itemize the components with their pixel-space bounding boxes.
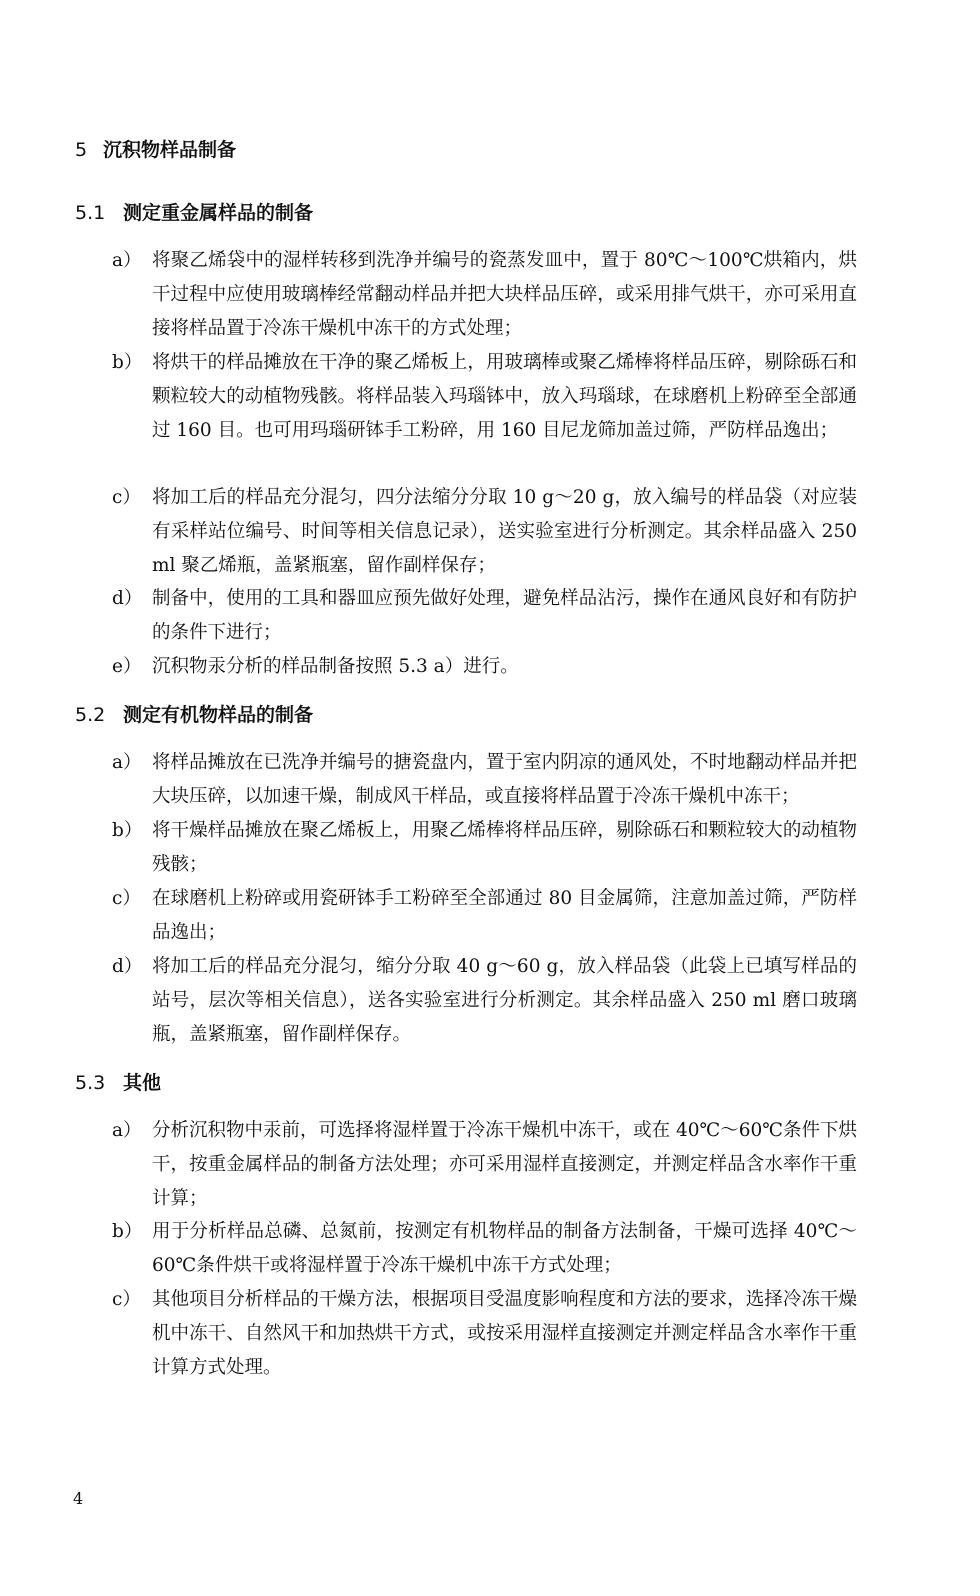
list-item — [112, 244, 857, 346]
list-item — [112, 346, 857, 448]
section-heading — [75, 138, 236, 162]
list-item — [112, 481, 857, 583]
list-item — [112, 882, 857, 950]
list-item — [112, 950, 857, 1052]
list-item-marker: a） — [112, 250, 142, 271]
subsection-heading-5-2 — [75, 703, 313, 727]
list-item — [112, 746, 857, 814]
list-item-text: 将加工后的样品充分混匀，缩分分取 40 g～60 g，放入样品袋（此袋上已填写样品的站号，层次等相关信息），送各实验室进行分析测定。其余样品盛入 250 ml 磨口玻璃瓶，盖紧瓶塞，留作副样保存。 — [152, 956, 857, 1045]
list-item-text: 用于分析样品总磷、总氮前，按测定有机物样品的制备方法制备，干燥可选择 40℃～60℃条件烘干或将湿样置于冷冻干燥机中冻干方式处理； — [152, 1221, 857, 1276]
list-item-text: 将加工后的样品充分混匀，四分法缩分分取 10 g～20 g，放入编号的样品袋（对应装有采样站位编号、时间等相关信息记录），送实验室进行分析测定。其余样品盛入 250 ml 聚乙烯瓶，盖紧瓶塞，留作副样保存； — [152, 487, 857, 576]
list-item-text: 其他项目分析样品的干燥方法，根据项目受温度影响程度和方法的要求，选择冷冻干燥机中冻干、自然风干和加热烘干方式，或按采用湿样直接测定并测定样品含水率作干重计算方式处理。 — [152, 1289, 857, 1378]
subsection-heading-5-3 — [75, 1071, 161, 1095]
subsection-number: 5.2 — [75, 704, 106, 726]
list-item-marker: c） — [112, 487, 141, 508]
list-item-marker: b） — [112, 820, 143, 841]
list-item-text: 将样品摊放在已洗净并编号的搪瓷盘内，置于室内阴凉的通风处，不时地翻动样品并把大块压碎，以加速干燥，制成风干样品，或直接将样品置于冷冻干燥机中冻干； — [152, 752, 857, 807]
list-item-marker: b） — [112, 352, 143, 373]
list-item — [112, 814, 857, 882]
list-item-marker: d） — [112, 588, 143, 609]
subsection-title: 其他 — [123, 1072, 162, 1094]
list-item-marker: d） — [112, 956, 143, 977]
list-item-text: 将干燥样品摊放在聚乙烯板上，用聚乙烯棒将样品压碎，剔除砾石和颗粒较大的动植物残骸； — [152, 820, 857, 875]
list-item-text: 将聚乙烯袋中的湿样转移到洗净并编号的瓷蒸发皿中，置于 80℃～100℃烘箱内，烘干过程中应使用玻璃棒经常翻动样品并把大块样品压碎，或采用排气烘干，亦可采用直接将样品置于冷冻干燥机中冻干的方式处理； — [152, 250, 857, 339]
page-number: 4 — [73, 1489, 84, 1508]
section-title: 沉积物样品制备 — [103, 139, 237, 161]
section-number: 5 — [75, 139, 88, 161]
list-item-marker: a） — [112, 752, 142, 773]
list-item — [112, 1215, 857, 1283]
list-item — [112, 1114, 857, 1216]
list-item-text: 分析沉积物中汞前，可选择将湿样置于冷冻干燥机中冻干，或在 40℃～60℃条件下烘干，按重金属样品的制备方法处理；亦可采用湿样直接测定，并测定样品含水率作干重计算； — [152, 1120, 857, 1209]
subsection-number: 5.3 — [75, 1072, 106, 1094]
list-item-text: 沉积物汞分析的样品制备按照 5.3 a）进行。 — [152, 656, 519, 677]
list-item — [112, 650, 857, 684]
list-item-text: 在球磨机上粉碎或用瓷研钵手工粉碎至全部通过 80 目金属筛，注意加盖过筛，严防样品逸出； — [152, 888, 857, 943]
list-item — [112, 1283, 857, 1385]
subsection-heading-5-1 — [75, 201, 313, 225]
list-item-marker: c） — [112, 888, 141, 909]
list-item-text: 将烘干的样品摊放在干净的聚乙烯板上，用玻璃棒或聚乙烯棒将样品压碎，剔除砾石和颗粒较大的动植物残骸。将样品装入玛瑙钵中，放入玛瑙球，在球磨机上粉碎至全部通过 160 目。也可用玛瑙研钵手工粉碎，用 160 目尼龙筛加盖过筛，严防样品逸出； — [152, 352, 857, 441]
list-item-marker: b） — [112, 1221, 143, 1242]
list-item-marker: e） — [112, 656, 142, 677]
list-item-marker: c） — [112, 1289, 141, 1310]
subsection-number: 5.1 — [75, 202, 106, 224]
list-item-marker: a） — [112, 1120, 142, 1141]
list-item-text: 制备中，使用的工具和器皿应预先做好处理，避免样品沾污，操作在通风良好和有防护的条件下进行； — [152, 588, 857, 643]
list-item — [112, 582, 857, 650]
subsection-title: 测定有机物样品的制备 — [123, 704, 314, 726]
subsection-title: 测定重金属样品的制备 — [123, 202, 314, 224]
